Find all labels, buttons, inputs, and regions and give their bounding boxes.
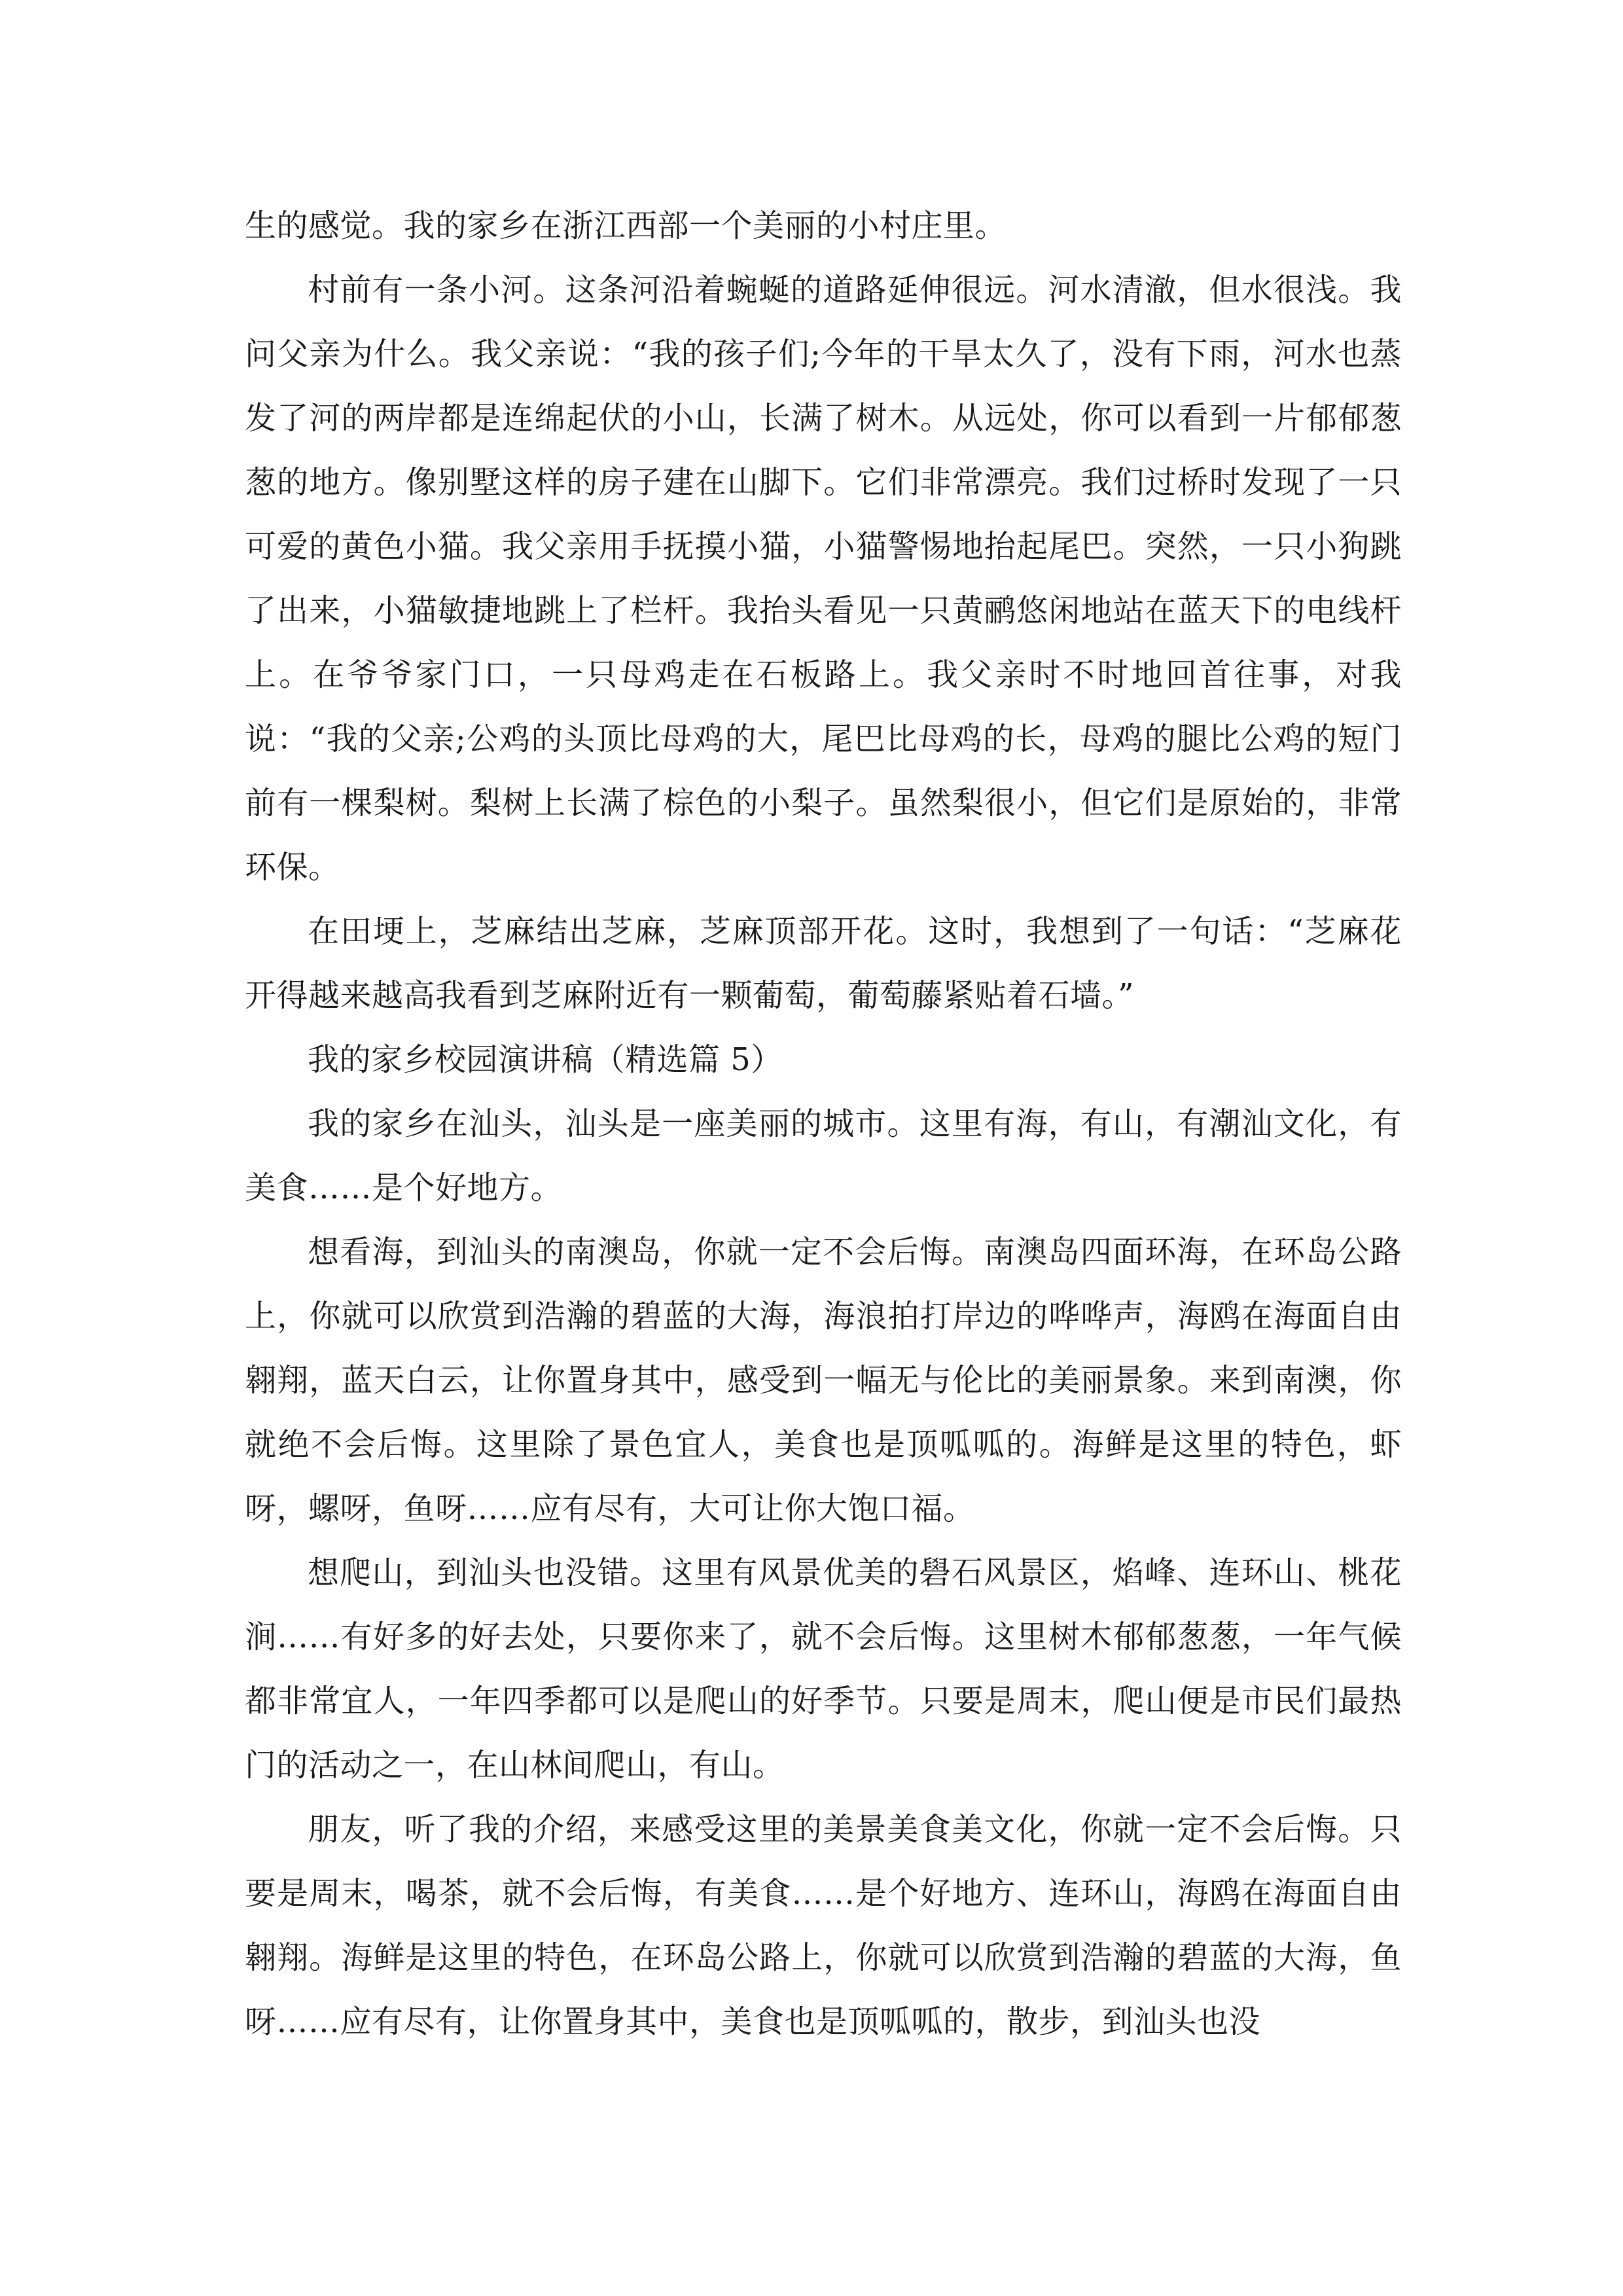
- section-heading: 我的家乡校园演讲稿（精选篇 5）: [308, 1041, 783, 1078]
- paragraph-6: 想爬山，到汕头也没错。这里有风景优美的礐石风景区，焰峰、连环山、桃花涧……有好多的好去处，只要你来了，就不会后悔。这里树木郁郁葱葱，一年气候都非常宜人，一年四季都可以是爬山的好季节。只要是周末，爬山便是市民们最热门的活动之一，在山林间爬山，有山。: [245, 1554, 1402, 1784]
- paragraph-3: 在田埂上，芝麻结出芝麻，芝麻顶部开花。这时，我想到了一句话：“芝麻花开得越来越高我看到芝麻附近有一颗葡萄，葡萄藤紧贴着石墙。”: [245, 913, 1402, 1014]
- paragraph-5: 想看海，到汕头的南澳岛，你就一定不会后悔。南澳岛四面环海，在环岛公路上，你就可以欣赏到浩瀚的碧蓝的大海，海浪拍打岸边的哗哗声，海鸥在海面自由翱翔，蓝天白云，让你置身其中，感受到一幅无与伦比的美丽景象。来到南澳，你就绝不会后悔。这里除了景色宜人，美食也是顶呱呱的。海鲜是这里的特色，虾呀，螺呀，鱼呀……应有尽有，大可让你大饱口福。: [245, 1234, 1402, 1527]
- paragraph-1: 生的感觉。我的家乡在浙江西部一个美丽的小村庄里。: [245, 207, 1007, 244]
- paragraph-7: 朋友，听了我的介绍，来感受这里的美景美食美文化，你就一定不会后悔。只要是周末，喝茶，就不会后悔，有美食……是个好地方、连环山，海鸥在海面自由翱翔。海鲜是这里的特色，在环岛公路上，你就可以欣赏到浩瀚的碧蓝的大海，鱼呀……应有尽有，让你置身其中，美食也是顶呱呱的，散步，到汕头也没: [245, 1811, 1402, 2040]
- paragraph-4: 我的家乡在汕头，汕头是一座美丽的城市。这里有海，有山，有潮汕文化，有美食……是个好地方。: [245, 1105, 1402, 1206]
- paragraph-2: 村前有一条小河。这条河沿着蜿蜒的道路延伸很远。河水清澈，但水很浅。我问父亲为什么。我父亲说：“我的孩子们;今年的干旱太久了，没有下雨，河水也蒸发了河的两岸都是连绵起伏的小山，长满了树木。从远处，你可以看到一片郁郁葱葱的地方。像别墅这样的房子建在山脚下。它们非常漂亮。我们过桥时发现了一只可爱的黄色小猫。我父亲用手抚摸小猫，小猫警惕地抬起尾巴。突然，一只小狗跳了出来，小猫敏捷地跳上了栏杆。我抬头看见一只黄鹂悠闲地站在蓝天下的电线杆上。在爷爷家门口，一只母鸡走在石板路上。我父亲时不时地回首往事，对我说：“我的父亲;公鸡的头顶比母鸡的大，尾巴比母鸡的长，母鸡的腿比公鸡的短门前有一棵梨树。梨树上长满了棕色的小梨子。虽然梨很小，但它们是原始的，非常环保。: [245, 272, 1402, 886]
- document-body: [245, 194, 1402, 2054]
